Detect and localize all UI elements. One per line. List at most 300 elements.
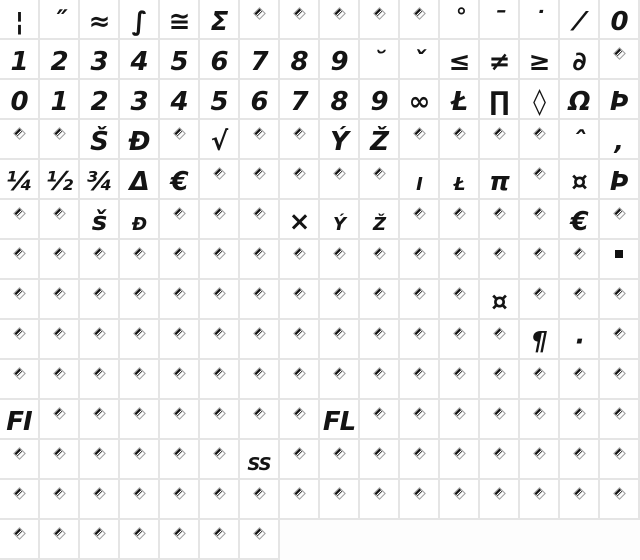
glyph-cell[interactable] [200, 440, 240, 480]
glyph-cell[interactable] [0, 400, 40, 440]
glyph-cell[interactable] [480, 200, 520, 240]
glyph-cell[interactable] [360, 80, 400, 120]
glyph-cell[interactable] [400, 80, 440, 120]
glyph-cell[interactable] [520, 120, 560, 160]
missing-glyph-icon [213, 287, 226, 300]
glyph: € [570, 207, 588, 237]
glyph-cell[interactable] [280, 480, 320, 520]
glyph-cell[interactable] [40, 80, 80, 120]
missing-glyph-icon [413, 327, 426, 340]
glyph: ˚ [453, 7, 465, 37]
glyph-cell[interactable] [280, 240, 320, 280]
missing-glyph-icon [253, 127, 266, 140]
glyph-cell[interactable] [440, 240, 480, 280]
glyph-cell[interactable] [240, 200, 280, 240]
glyph-cell[interactable] [320, 280, 360, 320]
glyph-cell[interactable] [600, 400, 640, 440]
glyph-cell[interactable] [320, 440, 360, 480]
glyph-cell[interactable] [520, 320, 560, 360]
glyph-cell[interactable] [160, 0, 200, 40]
glyph-cell[interactable] [160, 160, 200, 200]
glyph-cell[interactable] [120, 320, 160, 360]
grid-row [0, 40, 640, 80]
glyph-cell[interactable] [520, 240, 560, 280]
glyph-cell[interactable] [520, 280, 560, 320]
glyph-cell[interactable] [280, 120, 320, 160]
glyph-cell[interactable] [200, 0, 240, 40]
missing-glyph-icon [253, 167, 266, 180]
missing-glyph-icon [293, 247, 306, 260]
glyph: ⁄ [577, 7, 581, 37]
glyph-cell[interactable] [600, 240, 640, 280]
glyph-cell[interactable] [40, 240, 80, 280]
glyph-cell[interactable] [360, 320, 400, 360]
glyph-cell[interactable] [440, 200, 480, 240]
missing-glyph-icon [13, 287, 26, 300]
glyph-cell[interactable] [120, 0, 160, 40]
glyph-cell[interactable] [200, 360, 240, 400]
glyph-cell[interactable] [280, 0, 320, 40]
glyph-cell[interactable] [320, 160, 360, 200]
glyph-cell[interactable] [400, 240, 440, 280]
glyph-cell[interactable] [200, 120, 240, 160]
glyph-cell[interactable] [0, 280, 40, 320]
glyph-cell[interactable] [0, 520, 40, 560]
glyph-cell[interactable] [400, 120, 440, 160]
glyph-cell[interactable] [320, 480, 360, 520]
glyph: ¤ [491, 287, 507, 317]
glyph-cell[interactable] [120, 200, 160, 240]
missing-glyph-icon [533, 167, 546, 180]
glyph-cell[interactable] [440, 160, 480, 200]
glyph-cell[interactable] [40, 280, 80, 320]
missing-glyph-icon [533, 127, 546, 140]
glyph-cell[interactable] [360, 360, 400, 400]
glyph-cell[interactable] [360, 280, 400, 320]
glyph-cell[interactable] [480, 360, 520, 400]
missing-glyph-icon [373, 287, 386, 300]
glyph-cell[interactable] [600, 440, 640, 480]
missing-glyph-icon [293, 7, 306, 20]
glyph: 2 [50, 47, 68, 77]
missing-glyph-icon [253, 287, 266, 300]
glyph-cell[interactable] [240, 320, 280, 360]
glyph: 1 [50, 87, 68, 117]
glyph-cell[interactable] [560, 0, 600, 40]
glyph: ‚ [614, 127, 624, 157]
glyph-cell[interactable] [360, 240, 400, 280]
glyph-cell[interactable] [400, 360, 440, 400]
missing-glyph-icon [333, 327, 346, 340]
glyph-cell[interactable] [0, 200, 40, 240]
glyph-cell[interactable] [120, 280, 160, 320]
glyph-cell[interactable] [560, 320, 600, 360]
glyph-cell[interactable] [320, 40, 360, 80]
glyph-cell[interactable] [360, 440, 400, 480]
glyph-cell[interactable] [320, 120, 360, 160]
glyph-cell[interactable] [240, 400, 280, 440]
glyph-cell[interactable] [560, 160, 600, 200]
missing-glyph-icon [613, 367, 626, 380]
glyph-cell[interactable] [200, 160, 240, 200]
glyph-cell[interactable] [160, 360, 200, 400]
glyph-cell[interactable] [600, 320, 640, 360]
glyph-cell[interactable] [160, 280, 200, 320]
missing-glyph-icon [253, 247, 266, 260]
glyph-cell[interactable] [560, 120, 600, 160]
glyph: ∞ [408, 87, 430, 117]
glyph-cell[interactable] [560, 200, 600, 240]
glyph-cell[interactable] [240, 40, 280, 80]
missing-glyph-icon [53, 207, 66, 220]
glyph-cell[interactable] [200, 40, 240, 80]
glyph-cell[interactable] [0, 360, 40, 400]
missing-glyph-icon [373, 447, 386, 460]
glyph-cell[interactable] [360, 400, 400, 440]
missing-glyph-icon [533, 247, 546, 260]
glyph: Ł [453, 174, 465, 195]
glyph: 4 [130, 47, 148, 77]
glyph-cell[interactable] [160, 240, 200, 280]
glyph: 6 [250, 87, 268, 117]
glyph: 3 [90, 47, 108, 77]
glyph-cell[interactable] [400, 280, 440, 320]
glyph-cell[interactable] [400, 400, 440, 440]
glyph-cell[interactable] [0, 120, 40, 160]
glyph-cell[interactable] [480, 0, 520, 40]
glyph-cell[interactable] [440, 280, 480, 320]
glyph-cell[interactable] [480, 240, 520, 280]
missing-glyph-icon [373, 327, 386, 340]
glyph-cell[interactable] [40, 520, 80, 560]
missing-glyph-icon [253, 207, 266, 220]
glyph-cell[interactable] [120, 40, 160, 80]
glyph-cell[interactable] [240, 280, 280, 320]
glyph: · [574, 327, 584, 357]
missing-glyph-icon [293, 327, 306, 340]
glyph-cell[interactable] [200, 240, 240, 280]
glyph-cell[interactable] [0, 0, 40, 40]
glyph-cell[interactable] [560, 80, 600, 120]
glyph-cell[interactable] [320, 240, 360, 280]
glyph-cell[interactable] [40, 320, 80, 360]
glyph-cell[interactable] [360, 40, 400, 80]
glyph-cell[interactable] [560, 360, 600, 400]
glyph-cell[interactable] [120, 160, 160, 200]
glyph-cell[interactable] [600, 480, 640, 520]
glyph-cell[interactable] [480, 400, 520, 440]
missing-glyph-icon [53, 407, 66, 420]
glyph: Ł [450, 87, 468, 117]
missing-glyph-icon [293, 407, 306, 420]
missing-glyph-icon [573, 487, 586, 500]
glyph-cell[interactable] [160, 80, 200, 120]
glyph-cell[interactable] [560, 40, 600, 80]
glyph-cell[interactable] [40, 0, 80, 40]
missing-glyph-icon [573, 247, 586, 260]
grid-row [0, 320, 640, 360]
glyph-cell[interactable] [480, 480, 520, 520]
glyph-cell[interactable] [320, 400, 360, 440]
glyph-cell[interactable] [200, 280, 240, 320]
glyph-cell[interactable] [440, 320, 480, 360]
glyph-cell[interactable] [600, 120, 640, 160]
missing-glyph-icon [373, 487, 386, 500]
glyph-cell[interactable] [280, 160, 320, 200]
glyph-cell[interactable] [120, 400, 160, 440]
glyph-cell[interactable] [120, 240, 160, 280]
glyph-cell[interactable] [400, 320, 440, 360]
missing-glyph-icon [13, 487, 26, 500]
missing-glyph-icon [293, 127, 306, 140]
glyph-cell[interactable] [80, 360, 120, 400]
missing-glyph-icon [173, 207, 186, 220]
missing-glyph-icon [453, 287, 466, 300]
glyph-cell[interactable] [280, 400, 320, 440]
glyph-cell[interactable] [80, 120, 120, 160]
glyph: 8 [330, 87, 348, 117]
glyph-cell[interactable] [520, 0, 560, 40]
glyph: ˆ [573, 127, 585, 157]
glyph-cell[interactable] [80, 240, 120, 280]
missing-glyph-icon [93, 527, 106, 540]
glyph-cell[interactable] [240, 240, 280, 280]
glyph: ¾ [86, 167, 112, 197]
glyph-cell[interactable] [480, 40, 520, 80]
glyph-cell[interactable] [40, 120, 80, 160]
missing-glyph-icon [173, 447, 186, 460]
missing-glyph-icon [373, 367, 386, 380]
glyph-cell[interactable] [280, 280, 320, 320]
glyph-cell[interactable] [280, 440, 320, 480]
glyph-cell[interactable] [120, 440, 160, 480]
glyph-cell[interactable] [520, 80, 560, 120]
glyph: ˙ [533, 7, 545, 37]
glyph-cell[interactable] [600, 360, 640, 400]
glyph-cell[interactable] [440, 400, 480, 440]
glyph-cell[interactable] [40, 440, 80, 480]
glyph-cell[interactable] [0, 480, 40, 520]
glyph-cell[interactable] [160, 480, 200, 520]
glyph-cell[interactable] [40, 360, 80, 400]
glyph-cell[interactable] [160, 520, 200, 560]
glyph-cell[interactable] [440, 80, 480, 120]
glyph: Đ [128, 127, 150, 157]
glyph-cell[interactable] [120, 360, 160, 400]
glyph-cell[interactable] [320, 360, 360, 400]
glyph-cell[interactable] [360, 480, 400, 520]
missing-glyph-icon [413, 487, 426, 500]
glyph-cell[interactable] [600, 280, 640, 320]
glyph-cell[interactable] [480, 440, 520, 480]
glyph-cell[interactable] [120, 480, 160, 520]
glyph-cell[interactable] [80, 480, 120, 520]
glyph-cell[interactable] [240, 80, 280, 120]
missing-glyph-icon [453, 367, 466, 380]
glyph-cell[interactable] [120, 120, 160, 160]
glyph-cell[interactable] [40, 40, 80, 80]
glyph-cell[interactable] [440, 440, 480, 480]
glyph-cell[interactable] [200, 200, 240, 240]
glyph-cell[interactable] [80, 0, 120, 40]
glyph-cell[interactable] [400, 440, 440, 480]
glyph-cell[interactable] [80, 80, 120, 120]
glyph: 9 [370, 87, 388, 117]
glyph-cell[interactable] [320, 80, 360, 120]
glyph-cell[interactable] [40, 200, 80, 240]
glyph: Ý [330, 127, 348, 157]
glyph-cell[interactable] [40, 400, 80, 440]
glyph-cell[interactable] [320, 320, 360, 360]
glyph-cell[interactable] [120, 80, 160, 120]
glyph-cell[interactable] [40, 480, 80, 520]
missing-glyph-icon [213, 527, 226, 540]
grid-row [0, 280, 640, 320]
glyph-cell[interactable] [560, 280, 600, 320]
glyph-cell[interactable] [0, 80, 40, 120]
glyph-cell[interactable] [320, 200, 360, 240]
glyph-cell[interactable] [600, 0, 640, 40]
glyph-cell[interactable] [440, 0, 480, 40]
missing-glyph-icon [333, 447, 346, 460]
glyph-cell[interactable] [560, 240, 600, 280]
glyph-cell[interactable] [240, 360, 280, 400]
glyph-cell[interactable] [0, 440, 40, 480]
glyph-cell[interactable] [80, 40, 120, 80]
glyph-cell[interactable] [280, 360, 320, 400]
glyph-cell[interactable] [0, 320, 40, 360]
glyph-cell[interactable] [280, 200, 320, 240]
glyph-cell[interactable] [0, 160, 40, 200]
glyph-cell[interactable] [40, 160, 80, 200]
glyph-cell[interactable] [480, 120, 520, 160]
glyph: ½ [46, 167, 72, 197]
glyph: Ž [370, 127, 388, 157]
missing-glyph-icon [133, 527, 146, 540]
glyph-cell[interactable] [240, 520, 280, 560]
glyph-cell[interactable] [280, 40, 320, 80]
glyph-cell[interactable] [480, 80, 520, 120]
glyph-cell[interactable] [200, 480, 240, 520]
glyph-cell[interactable] [200, 320, 240, 360]
glyph: 7 [290, 87, 308, 117]
missing-glyph-icon [533, 447, 546, 460]
glyph-cell[interactable] [160, 200, 200, 240]
glyph-cell[interactable] [520, 160, 560, 200]
glyph-cell[interactable] [80, 280, 120, 320]
glyph: ¼ [6, 167, 32, 197]
missing-glyph-icon [373, 247, 386, 260]
glyph-cell[interactable] [200, 80, 240, 120]
glyph-cell[interactable] [400, 480, 440, 520]
glyph-cell[interactable] [80, 440, 120, 480]
glyph-cell[interactable] [400, 40, 440, 80]
missing-glyph-icon [453, 247, 466, 260]
glyph-cell[interactable] [160, 40, 200, 80]
glyph-cell[interactable] [0, 40, 40, 80]
glyph-cell[interactable] [360, 120, 400, 160]
missing-glyph-icon [493, 247, 506, 260]
glyph-cell[interactable] [160, 120, 200, 160]
glyph-cell[interactable] [240, 120, 280, 160]
glyph-cell[interactable] [360, 160, 400, 200]
missing-glyph-icon [413, 407, 426, 420]
glyph-cell[interactable] [80, 400, 120, 440]
glyph-cell[interactable] [160, 320, 200, 360]
glyph-cell[interactable] [320, 0, 360, 40]
glyph-cell[interactable] [560, 440, 600, 480]
glyph-cell[interactable] [560, 400, 600, 440]
glyph-cell[interactable] [360, 0, 400, 40]
missing-glyph-icon [173, 407, 186, 420]
glyph: ¦ [14, 7, 24, 37]
missing-glyph-icon [253, 407, 266, 420]
glyph-cell[interactable] [0, 240, 40, 280]
grid-row [0, 360, 640, 400]
glyph-cell[interactable] [520, 440, 560, 480]
missing-glyph-icon [173, 287, 186, 300]
glyph-cell[interactable] [440, 360, 480, 400]
glyph-cell[interactable] [600, 40, 640, 80]
glyph-cell[interactable] [520, 400, 560, 440]
glyph: 5 [210, 87, 228, 117]
glyph-cell[interactable] [520, 360, 560, 400]
glyph-cell[interactable] [240, 440, 280, 480]
grid-row [0, 120, 640, 160]
missing-glyph-icon [53, 127, 66, 140]
glyph-cell[interactable] [400, 200, 440, 240]
glyph-cell[interactable] [520, 200, 560, 240]
glyph-cell[interactable] [480, 160, 520, 200]
glyph-cell[interactable] [560, 480, 600, 520]
glyph-cell[interactable] [440, 120, 480, 160]
glyph-cell[interactable] [160, 440, 200, 480]
grid-row [0, 80, 640, 120]
glyph-cell[interactable] [480, 320, 520, 360]
glyph-cell[interactable] [120, 520, 160, 560]
glyph-cell[interactable] [240, 0, 280, 40]
glyph-cell[interactable] [80, 520, 120, 560]
glyph-cell[interactable] [280, 320, 320, 360]
glyph-cell[interactable] [600, 200, 640, 240]
missing-glyph-icon [493, 407, 506, 420]
glyph-cell[interactable] [200, 520, 240, 560]
glyph-cell[interactable] [80, 200, 120, 240]
glyph-cell[interactable] [400, 0, 440, 40]
glyph-cell[interactable] [400, 160, 440, 200]
glyph-cell[interactable] [600, 160, 640, 200]
glyph-cell[interactable] [360, 200, 400, 240]
glyph-cell[interactable] [520, 480, 560, 520]
missing-glyph-icon [413, 127, 426, 140]
glyph-cell[interactable] [440, 40, 480, 80]
grid-row [0, 480, 640, 520]
glyph-cell[interactable] [160, 400, 200, 440]
glyph-cell[interactable] [520, 40, 560, 80]
glyph-cell[interactable] [80, 160, 120, 200]
glyph-cell[interactable] [600, 80, 640, 120]
glyph-cell[interactable] [280, 80, 320, 120]
glyph-cell[interactable] [240, 480, 280, 520]
glyph-cell[interactable] [80, 320, 120, 360]
missing-glyph-icon [133, 407, 146, 420]
missing-glyph-icon [173, 487, 186, 500]
glyph-cell[interactable] [200, 400, 240, 440]
glyph-cell[interactable] [240, 160, 280, 200]
glyph-cell[interactable] [480, 280, 520, 320]
glyph-cell[interactable] [440, 480, 480, 520]
glyph: I [416, 174, 422, 195]
